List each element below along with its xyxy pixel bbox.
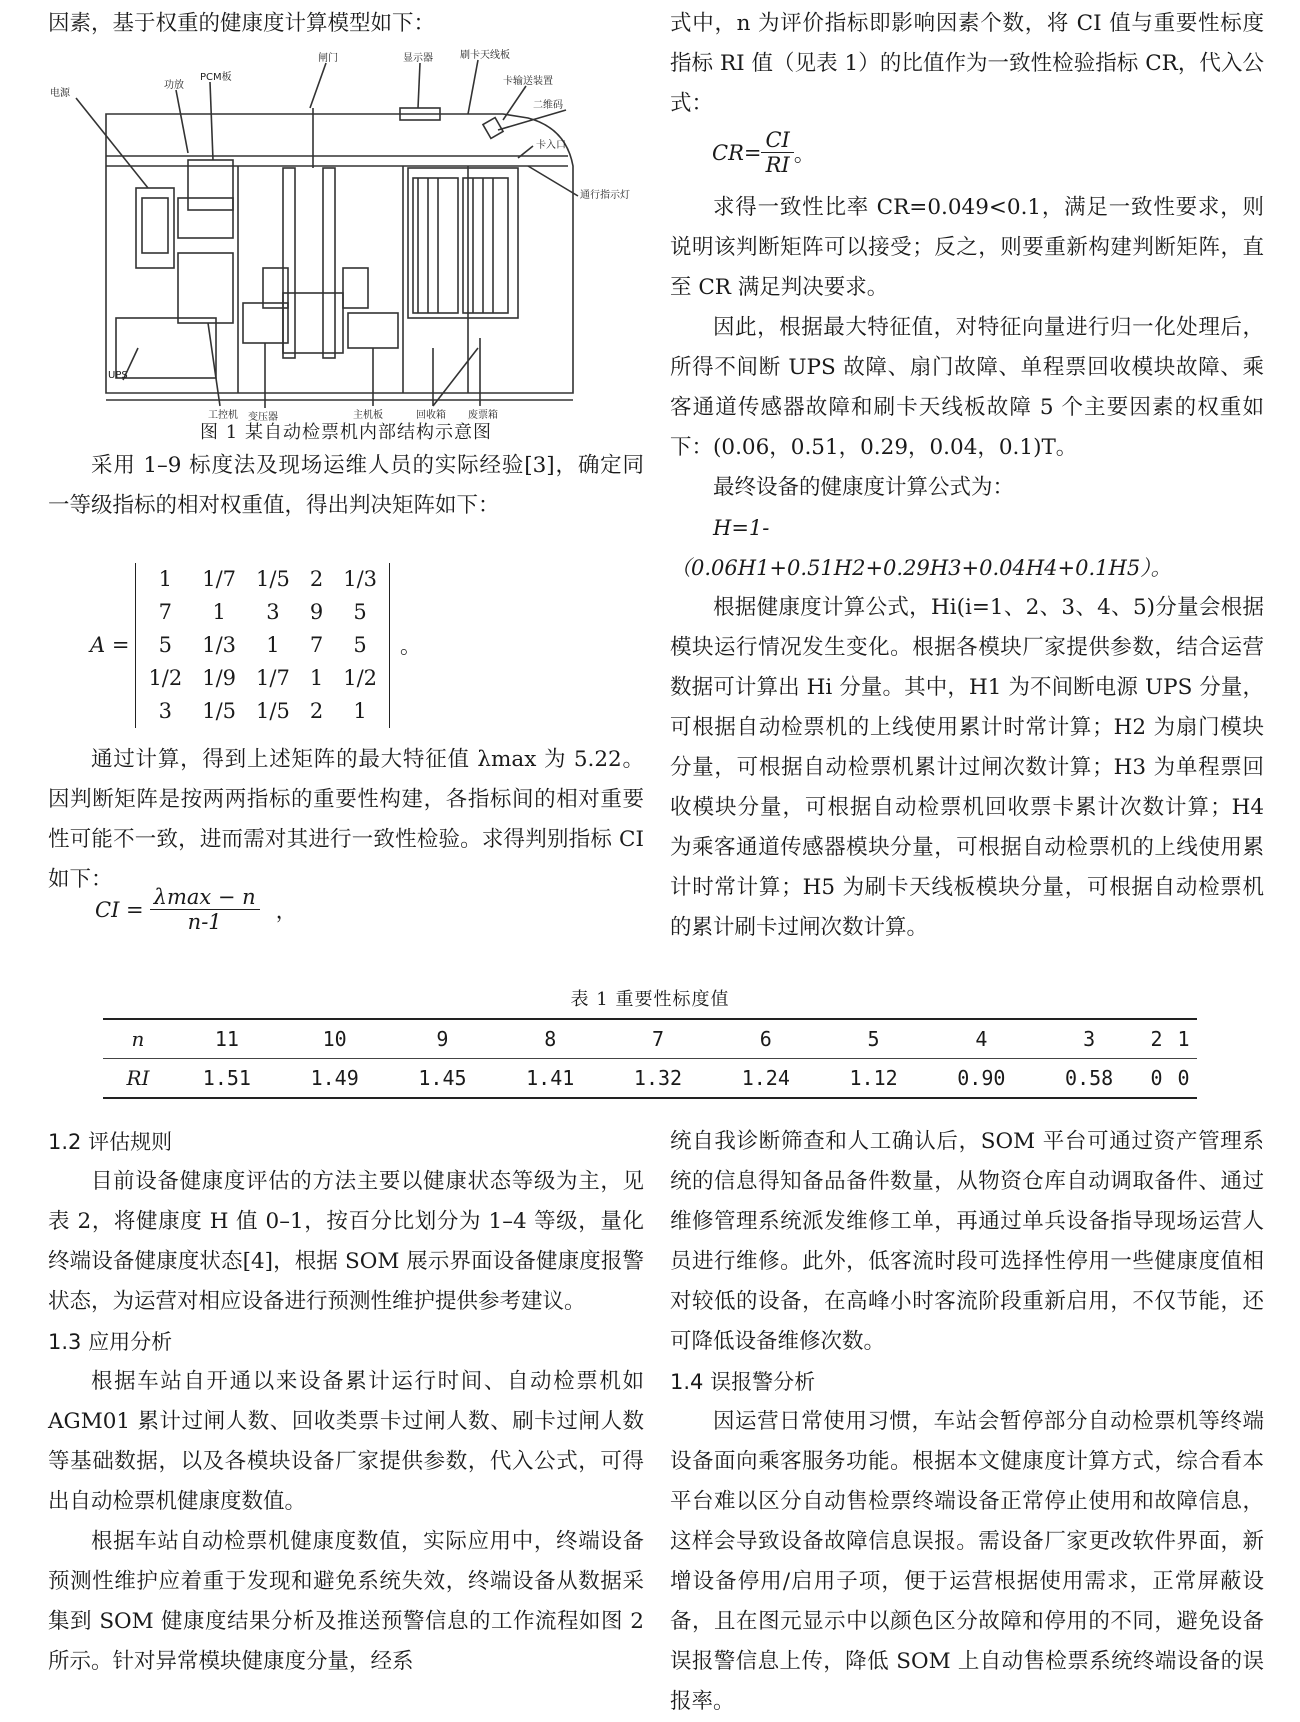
table-row [103,1059,1197,1098]
table-cell: 6 [759,1027,772,1051]
paragraph: 采用 1–9 标度法及现场运维人员的实际经验[3]，确定同一等级指标的相对权重值，得出判决矩阵如下： [48,453,644,518]
matrix-end: 。 [400,634,421,658]
label-waste-box: 废票箱 [468,410,498,421]
ci-lhs: CI = [95,897,144,922]
left-column-middle [48,446,644,526]
matrix-cell: 3 [266,600,280,624]
left-column-top [48,4,644,44]
matrix-cell: 5 [158,633,173,657]
section-heading: 1.4 误报警分析 [670,1370,816,1394]
paragraph: 因此，根据最大特征值，对特征向量进行归一化处理后，所得不间断 UPS 故障、扇门故障、单程票回收模块故障、乘客通道传感器故障和刷卡天线板故障 5 个主要因素的权重如下：(0.06，0.51，0.29，0.04，0.1)T。 [670,315,1264,460]
label-transformer: 变压器 [248,412,278,423]
matrix-cell: 1/5 [256,567,290,591]
matrix-cell: 9 [309,600,324,624]
paragraph: 通过计算，得到上述矩阵的最大特征值 λmax 为 5.22。因判断矩阵是按两两指标的重要性构建，各指标间的相对重要性可能不一致，进而需对其进行一致性检验。求得判别指标 CI 如下： [48,747,644,892]
matrix-cell: 1/2 [148,666,183,690]
matrix-cell: 1 [353,699,367,723]
paragraph: 目前设备健康度评估的方法主要以健康状态等级为主，见表 2，将健康度 H 值 0–1，按百分比划分为 1–4 等级，量化终端设备健康度状态[4]，根据 SOM 展示界面设备健康度报警状态，为运营对相应设备进行预测性维护提供参考建议。 [48,1169,644,1314]
table-1-grid [103,1020,1197,1097]
matrix-equation [90,560,421,730]
section-heading: 1.3 应用分析 [48,1330,173,1354]
matrix-cell: 3 [158,699,173,723]
paragraph: 求得一致性比率 CR=0.049<0.1，满足一致性要求，则说明该判断矩阵可以接受；反之，则要重新构建判断矩阵，直至 CR 满足判决要求。 [670,195,1264,300]
matrix-cell: 7 [309,633,324,657]
table-cell: 1.32 [633,1066,683,1090]
table-cell: 1.12 [849,1066,898,1090]
paragraph: 因运营日常使用习惯，车站会暂停部分自动检票机等终端设备面向乘客服务功能。根据本文健康度计算方式，综合看本平台难以区分自动售检票终端设备正常停止使用和故障信息，这样会导致设备故障信息误报。需设备厂家更改软件界面，新增设备停用/启用子项，便于运营根据使用需求，正常屏蔽设备，且在图元显示中以颜色区分故障和停用的不同，避免设备误报警信息上传，降低 SOM 上自动售检票系统终端设备的误报率。 [670,1409,1264,1714]
table-cell: 4 [975,1027,988,1051]
table-cell: 1.51 [202,1066,251,1090]
right-column-middle [670,188,1264,948]
matrix-name: A = [90,633,130,657]
table-cell: 8 [544,1027,557,1051]
ci-formula [95,885,297,934]
paragraph: 根据车站自动检票机健康度数值，实际应用中，终端设备预测性维护应着重于发现和避免系统失效，终端设备从数据采集到 SOM 健康度结果分析及推送预警信息的工作流程如图 2 所示。针对异常模块健康度分量，经系 [48,1529,644,1674]
table-cell: 0.90 [957,1066,1006,1090]
paragraph: 最终设备的健康度计算公式为： [713,475,1015,500]
label-pass-light: 通行指示灯 [580,190,630,201]
figure-1 [48,48,644,448]
matrix-cell: 1/5 [202,699,237,723]
table-1 [103,1018,1197,1099]
paragraph: 统自我诊断筛查和人工确认后，SOM 平台可通过资产管理系统的信息得知备品备件数量，从物资仓库自动调取备件、通过维修管理系统派发维修工单，再通过单兵设备指导现场运营人员进行维修。此外，低客流时段可选择性停用一些健康度值相对较低的设备，在高峰小时客流阶段重新启用，不仅节能，还可降低设备维修次数。 [670,1129,1264,1354]
table-row [103,1020,1197,1059]
figure-1-caption: 图 1 某自动检票机内部结构示意图 [200,422,492,443]
ci-numerator: λmax − n [150,885,260,910]
left-column-lower [48,740,644,900]
paragraph: 根据车站自开通以来设备累计运行时间、自动检票机如 AGM01 累计过闸人数、回收类票卡过闸人数、刷卡过闸人数等基础数据，以及各模块设备厂家提供参数，代入公式，可得出自动检票机健康度数值。 [48,1369,644,1514]
matrix-row [138,695,387,728]
table-cell: 7 [651,1027,665,1051]
row-label: n [131,1027,145,1051]
label-pcm: PCM板 [200,72,232,83]
matrix-row [138,629,387,662]
left-column-bottom [48,1122,644,1682]
label-card-conveyor: 卡输送装置 [503,76,553,87]
label-mainboard: 主机板 [353,410,383,421]
matrix-cell: 2 [309,567,324,591]
table-cell: 1.41 [526,1066,575,1090]
right-column-bottom [670,1122,1264,1722]
table-cell: 1.45 [418,1066,467,1090]
matrix-cell: 1/7 [256,666,290,690]
matrix-cell: 5 [353,600,367,624]
label-qrcode: 二维码 [533,100,563,111]
matrix-cell: 2 [309,699,324,723]
label-gate: 闸门 [318,53,338,64]
matrix-cell: 1/2 [343,666,377,690]
table-cell: 9 [436,1027,449,1051]
table-cell: 1.49 [310,1066,359,1090]
label-recycler: 回收箱 [416,410,446,421]
ci-end: ， [275,898,297,923]
table-cell: 0 [1177,1066,1190,1090]
matrix-row [138,596,387,629]
h-formula: H=1-（0.06H1+0.51H2+0.29H3+0.04H4+0.1H5）。 [670,516,1172,580]
matrix-cell: 1 [266,633,280,657]
table-cell: 0 [1150,1066,1163,1090]
row-label: RI [126,1066,150,1090]
table-cell: 3 [1083,1027,1096,1051]
section-heading: 1.2 评估规则 [48,1130,173,1154]
matrix-cell: 5 [353,633,367,657]
paragraph: 式中，n 为评价指标即影响因素个数，将 CI 值与重要性标度指标 RI 值（见表 1）的比值作为一致性检验指标 CR，代入公式： [670,11,1264,116]
matrix-cell: 1/3 [343,567,377,591]
table-cell: 10 [322,1027,347,1051]
matrix-row [138,563,387,596]
matrix-cell: 7 [158,600,173,624]
right-column-top [670,4,1264,124]
paragraph: 因素，基于权重的健康度计算模型如下： [48,11,436,36]
matrix-bracket [135,563,390,728]
label-display: 显示器 [403,53,433,64]
table-cell: 1 [1177,1027,1190,1051]
label-card-slot: 卡入口 [536,140,566,151]
table-cell: 0.58 [1065,1066,1114,1090]
ci-fraction [150,885,260,934]
cr-formula [712,128,815,177]
label-ipc: 工控机 [208,410,238,421]
table-cell: 5 [867,1027,880,1051]
cr-numerator: CI [761,128,793,153]
matrix-table [138,563,387,728]
matrix-cell: 1 [212,600,226,624]
cr-fraction [761,128,793,177]
matrix-cell: 1/7 [202,567,237,591]
label-amp: 功放 [164,80,184,91]
ci-denominator: n-1 [187,910,222,934]
label-antenna: 刷卡天线板 [460,50,510,61]
matrix-cell: 1/9 [202,666,237,690]
cr-end: 。 [793,141,815,166]
table-1-caption: 表 1 重要性标度值 [570,989,730,1010]
matrix-row [138,662,387,695]
cr-denominator: RI [765,153,790,177]
table-cell: 1.24 [741,1066,790,1090]
matrix-cell: 1/3 [202,633,237,657]
table-cell: 2 [1150,1027,1163,1051]
cr-lhs: CR= [712,140,762,165]
label-power: 电源 [50,88,70,99]
label-ups: UPS [108,370,128,381]
matrix-cell: 1/5 [256,699,290,723]
table-cell: 11 [214,1027,239,1051]
paragraph: 根据健康度计算公式，Hi(i=1、2、3、4、5)分量会根据模块运行情况发生变化。根据各模块厂家提供参数，结合运营数据可计算出 Hi 分量。其中，H1 为不间断电源 UPS 分量，可根据自动检票机的上线使用累计时常计算；H2 为扇门模块分量，可根据自动检票机累计过闸次数计算；H3 为单程票回收模块分量，可根据自动检票机回收票卡累计次数计算；H4 为乘客通道传感器模块分量，可根据自动检票机的上线使用累计时常计算；H5 为刷卡天线板模块分量，可根据自动检票机的累计刷卡过闸次数计算。 [670,595,1264,940]
matrix-cell: 1 [158,567,173,591]
machine-structure-diagram [48,48,644,448]
matrix-cell: 1 [309,666,324,690]
